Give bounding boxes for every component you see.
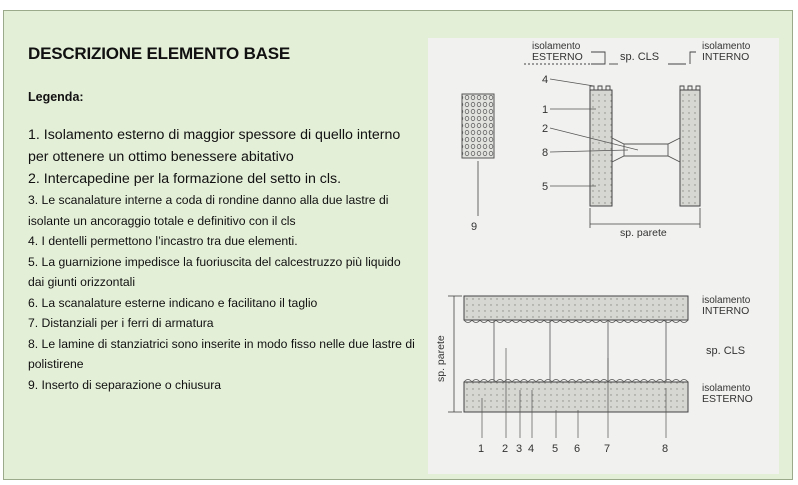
label-bottom-4: 4	[528, 443, 535, 455]
label-bottom-6: 6	[574, 443, 581, 455]
page-title: DESCRIZIONE ELEMENTO BASE	[28, 44, 290, 63]
outer-insulation-panel	[590, 90, 612, 206]
label-bottom-1: 1	[478, 443, 485, 455]
label-1: 1	[542, 104, 549, 116]
label-4: 4	[542, 74, 549, 86]
legend-item-4: 4. I dentelli permettono l’incastro tra due elementi.	[28, 234, 298, 248]
label-sp-cls-top: sp. CLS	[620, 51, 660, 63]
legend-heading: Legenda:	[28, 90, 84, 104]
legend-item-8: 8. Le lamine di stanziatrici sono inserite in modo fisso nelle due lastre di polistirene	[28, 336, 415, 371]
label-bottom-5: 5	[552, 443, 559, 455]
label-sp-cls-bottom: sp. CLS	[706, 345, 746, 357]
legend-item-3: 3. Le scanalature interne a coda di rondine danno alla due lastre di isolante un ancoraggio totale e definitivo con il cls	[28, 193, 389, 228]
label-9: 9	[471, 221, 478, 233]
legend-item-9: 9. Inserto di separazione o chiusura	[28, 377, 222, 392]
label-sp-parete-top: sp. parete	[620, 227, 667, 239]
label-interno-bottom: INTERNO	[702, 305, 750, 317]
label-isolamento-interno-top: isolamento	[702, 41, 751, 52]
outer-insulation-strip	[464, 382, 688, 412]
label-2: 2	[542, 123, 549, 135]
wall-thickness-dimension-top	[590, 208, 700, 228]
spacer-laminas-bottom	[494, 320, 666, 382]
technical-drawing-svg	[428, 38, 779, 474]
inner-insulation-panel	[680, 90, 700, 206]
label-isolamento-esterno-bottom: isolamento	[702, 383, 751, 394]
label-isolamento-interno-bottom: isolamento	[702, 295, 751, 306]
inner-insulation-strip	[464, 296, 688, 320]
legend-item-2: 2. Intercapedine per la formazione del setto in cls.	[28, 171, 342, 187]
label-bottom-3: 3	[516, 443, 523, 455]
legend-item-5: 5. La guarnizione impedisce la fuoriuscita del calcestruzzo più liquido dai giunti orizzontali	[28, 254, 401, 289]
wall-thickness-dimension-bottom	[448, 296, 462, 412]
label-isolamento-esterno-top: isolamento	[532, 41, 581, 52]
label-sp-parete-bottom: sp. parete	[435, 335, 447, 382]
tooth-joint-left	[590, 86, 610, 90]
label-esterno-top: ESTERNO	[532, 51, 583, 63]
legend-item-6: 6. La scanalature esterne indicano e facilitano il taglio	[28, 295, 318, 310]
tooth-joint-right	[680, 86, 700, 90]
label-esterno-bottom: ESTERNO	[702, 393, 753, 405]
label-5: 5	[542, 181, 549, 193]
bottom-number-labels	[478, 443, 668, 455]
label-bottom-8: 8	[662, 443, 669, 455]
legend-list	[28, 124, 420, 395]
label-bottom-7: 7	[604, 443, 611, 455]
legend-item-1: 1. Isolamento esterno di maggior spessore di quello interno per ottenere un ottimo benessere abitativo	[28, 127, 401, 165]
legend-item-7: 7. Distanziali per i ferri di armatura	[28, 316, 214, 330]
technical-drawing	[428, 38, 779, 474]
label-8: 8	[542, 147, 549, 159]
label-bottom-2: 2	[502, 443, 509, 455]
label-interno-top: INTERNO	[702, 51, 750, 63]
closure-insert-shape	[462, 94, 494, 158]
